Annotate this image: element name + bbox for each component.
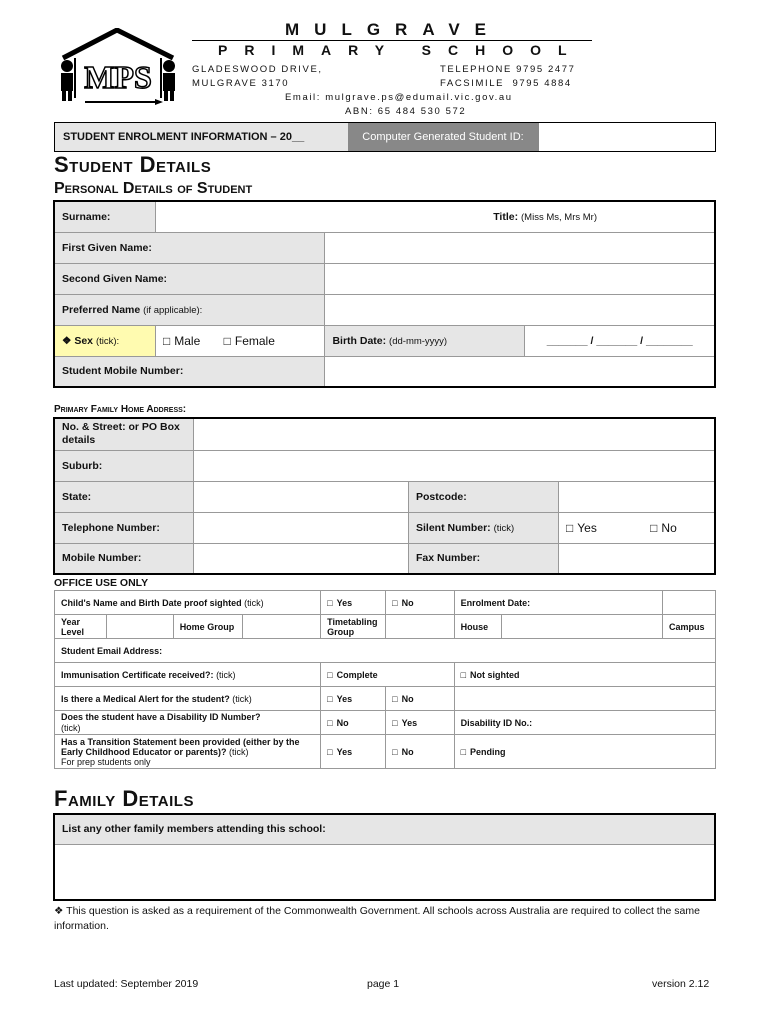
mobile-field[interactable] (194, 543, 409, 574)
sex-cell (54, 325, 156, 356)
diamond-bullet-icon: ❖ (62, 334, 72, 347)
disability-no-label: No (336, 717, 349, 728)
not-sighted-label: Not sighted (470, 669, 520, 680)
disability-id-label: Disability ID No.: (454, 711, 715, 735)
page-number: page 1 (367, 978, 400, 990)
pending-checkbox[interactable] (461, 747, 506, 757)
transition-hint: (tick) (229, 746, 249, 757)
proof-yes-label: Yes (336, 597, 353, 608)
disability-hint: (tick) (61, 722, 81, 733)
disability-no-cell (321, 711, 386, 735)
silent-number-cell (409, 512, 559, 543)
family-members-field[interactable] (54, 844, 715, 900)
enrolment-date-label: Enrolment Date: (454, 591, 662, 615)
postcode-field[interactable] (559, 481, 716, 512)
enrolment-date-field[interactable] (663, 591, 716, 615)
disability-cell (55, 711, 321, 735)
home-address-heading: Primary Family Home Address: (54, 404, 187, 415)
transition-label: Has a Transition Statement been provided (either by the Early Childhood Educator or parents)? (61, 736, 300, 757)
not-sighted-checkbox[interactable] (461, 670, 520, 680)
immunisation-not-sighted-cell (454, 663, 715, 687)
proof-yes-cell (321, 591, 386, 615)
preferred-name-label: Preferred Name (62, 303, 141, 316)
medical-no-cell (386, 687, 454, 711)
street-field[interactable] (194, 418, 716, 450)
birth-date-hint: (dd-mm-yyyy) (389, 335, 448, 347)
proof-cell (55, 591, 321, 615)
mobile-label: Mobile Number: (54, 543, 194, 574)
birth-date-cell (325, 325, 525, 356)
transition-yes-label: Yes (336, 746, 353, 757)
medical-yes-checkbox[interactable] (327, 694, 352, 704)
fax-field[interactable] (559, 543, 716, 574)
school-name: MULGRAVE (285, 20, 502, 39)
home-group-field[interactable] (243, 615, 321, 639)
home-address-table (53, 417, 716, 575)
preferred-name-field[interactable] (325, 294, 715, 325)
transition-no-label: No (401, 746, 414, 757)
street-label: No. & Street: or PO Box details (54, 418, 194, 450)
student-details-heading: Student Details (54, 152, 212, 177)
state-field[interactable] (194, 481, 409, 512)
disability-yes-cell (386, 711, 454, 735)
proof-no-checkbox[interactable] (392, 598, 413, 608)
preferred-name-hint: (if applicable): (143, 304, 203, 316)
address-line1: GLADESWOOD DRIVE, (192, 64, 323, 75)
female-label: Female (234, 333, 275, 348)
email-text: Email: mulgrave.ps@edumail.vic.gov.au (285, 92, 513, 103)
campus-label: Campus (663, 615, 716, 639)
enrolment-info-bar (54, 122, 716, 152)
commonwealth-note-text: This question is asked as a requirement of the Commonwealth Government. All schools across Australia are required to collect the same information. (54, 905, 700, 932)
suburb-label: Suburb: (54, 450, 194, 481)
timetabling-group-field[interactable] (386, 615, 454, 639)
surname-field[interactable] (156, 201, 716, 232)
complete-label: Complete (336, 669, 378, 680)
personal-details-table (53, 200, 716, 388)
family-details-heading: Family Details (54, 786, 194, 811)
immunisation-complete-cell (321, 663, 454, 687)
silent-number-label: Silent Number: (416, 521, 491, 534)
suburb-field[interactable] (194, 450, 716, 481)
school-type: PRIMARY SCHOOL (218, 42, 584, 58)
house-field[interactable] (502, 615, 663, 639)
enrolment-info-label: STUDENT ENROLMENT INFORMATION – 20__ (55, 123, 348, 151)
address-line2: MULGRAVE 3170 (192, 78, 290, 89)
transition-no-checkbox[interactable] (392, 747, 413, 757)
birth-date-label: Birth Date: (332, 334, 387, 347)
proof-label: Child's Name and Birth Date proof sighted (61, 597, 242, 608)
transition-note: For prep students only (61, 756, 151, 767)
silent-no-checkbox[interactable] (650, 521, 677, 535)
sex-options (156, 325, 325, 356)
version-text: version 2.12 (652, 978, 710, 990)
sex-hint: (tick): (95, 335, 120, 347)
sex-label: Sex (74, 334, 94, 347)
office-use-table (54, 590, 716, 769)
medical-blank (454, 687, 715, 711)
preferred-name-cell (54, 294, 325, 325)
silent-no-label: No (661, 520, 677, 535)
transition-cell (55, 735, 321, 769)
family-details-table (53, 813, 716, 901)
first-name-label: First Given Name: (54, 232, 325, 263)
commonwealth-note (54, 904, 704, 934)
second-name-label: Second Given Name: (54, 263, 325, 294)
year-level-label: Year Level (55, 615, 107, 639)
telephone-field[interactable] (194, 512, 409, 543)
diamond-bullet-icon: ❖ (54, 905, 64, 917)
year-level-field[interactable] (106, 615, 173, 639)
student-email-label: Student Email Address: (55, 639, 716, 663)
proof-no-cell (386, 591, 454, 615)
disability-no-checkbox[interactable] (327, 718, 348, 728)
immunisation-cell (55, 663, 321, 687)
state-label: State: (54, 481, 194, 512)
personal-details-heading: Personal Details of Student (54, 180, 253, 197)
abn-text: ABN: 65 484 530 572 (345, 106, 467, 117)
office-use-heading: OFFICE USE ONLY (54, 577, 149, 589)
male-checkbox[interactable] (163, 334, 200, 348)
house-label: House (454, 615, 502, 639)
postcode-label: Postcode: (409, 481, 559, 512)
facsimile-text: FACSIMILE 9795 4884 (440, 78, 572, 89)
transition-yes-checkbox[interactable] (327, 747, 352, 757)
first-name-field[interactable] (325, 232, 715, 263)
medical-cell (55, 687, 321, 711)
transition-yes-cell (321, 735, 386, 769)
second-name-field[interactable] (325, 263, 715, 294)
student-mobile-label: Student Mobile Number: (54, 356, 325, 387)
student-id-label: Computer Generated Student ID: (348, 123, 538, 151)
last-updated: Last updated: September 2019 (54, 978, 199, 990)
birth-date-field[interactable]: _______ / _______ / ________ (525, 325, 715, 356)
proof-no-label: No (401, 597, 414, 608)
title-hint: (Miss Ms, Mrs Mr) (521, 211, 597, 223)
family-members-label: List any other family members attending this school: (54, 814, 715, 844)
silent-yes-label: Yes (577, 520, 597, 535)
timetabling-group-label: Timetabling Group (321, 615, 386, 639)
female-checkbox[interactable] (224, 334, 275, 348)
header-rule (192, 40, 592, 41)
student-mobile-field[interactable] (325, 356, 715, 387)
fax-label: Fax Number: (409, 543, 559, 574)
medical-hint: (tick) (232, 693, 252, 704)
medical-no-label: No (401, 693, 414, 704)
medical-yes-cell (321, 687, 386, 711)
proof-yes-checkbox[interactable] (327, 598, 352, 608)
medical-label: Is there a Medical Alert for the student? (61, 693, 230, 704)
telephone-text: TELEPHONE 9795 2477 (440, 64, 576, 75)
complete-checkbox[interactable] (327, 670, 377, 680)
medical-no-checkbox[interactable] (392, 694, 413, 704)
transition-pending-cell (454, 735, 715, 769)
silent-number-options (559, 512, 716, 543)
title-label: Title: (493, 210, 519, 223)
home-group-label: Home Group (173, 615, 243, 639)
transition-no-cell (386, 735, 454, 769)
disability-yes-checkbox[interactable] (392, 718, 417, 728)
silent-number-hint: (tick) (493, 522, 515, 534)
school-logo (55, 28, 180, 108)
immunisation-label: Immunisation Certificate received?: (61, 669, 214, 680)
pending-label: Pending (470, 746, 506, 757)
logo-text: MPS (84, 59, 152, 95)
disability-yes-label: Yes (401, 717, 418, 728)
telephone-label: Telephone Number: (54, 512, 194, 543)
silent-yes-checkbox[interactable] (566, 521, 597, 535)
student-id-field[interactable] (538, 123, 715, 151)
disability-label: Does the student have a Disability ID Number? (61, 711, 261, 722)
male-label: Male (174, 333, 201, 348)
medical-yes-label: Yes (336, 693, 353, 704)
immunisation-hint: (tick) (216, 669, 236, 680)
proof-hint: (tick) (244, 597, 264, 608)
surname-label: Surname: (54, 201, 156, 232)
